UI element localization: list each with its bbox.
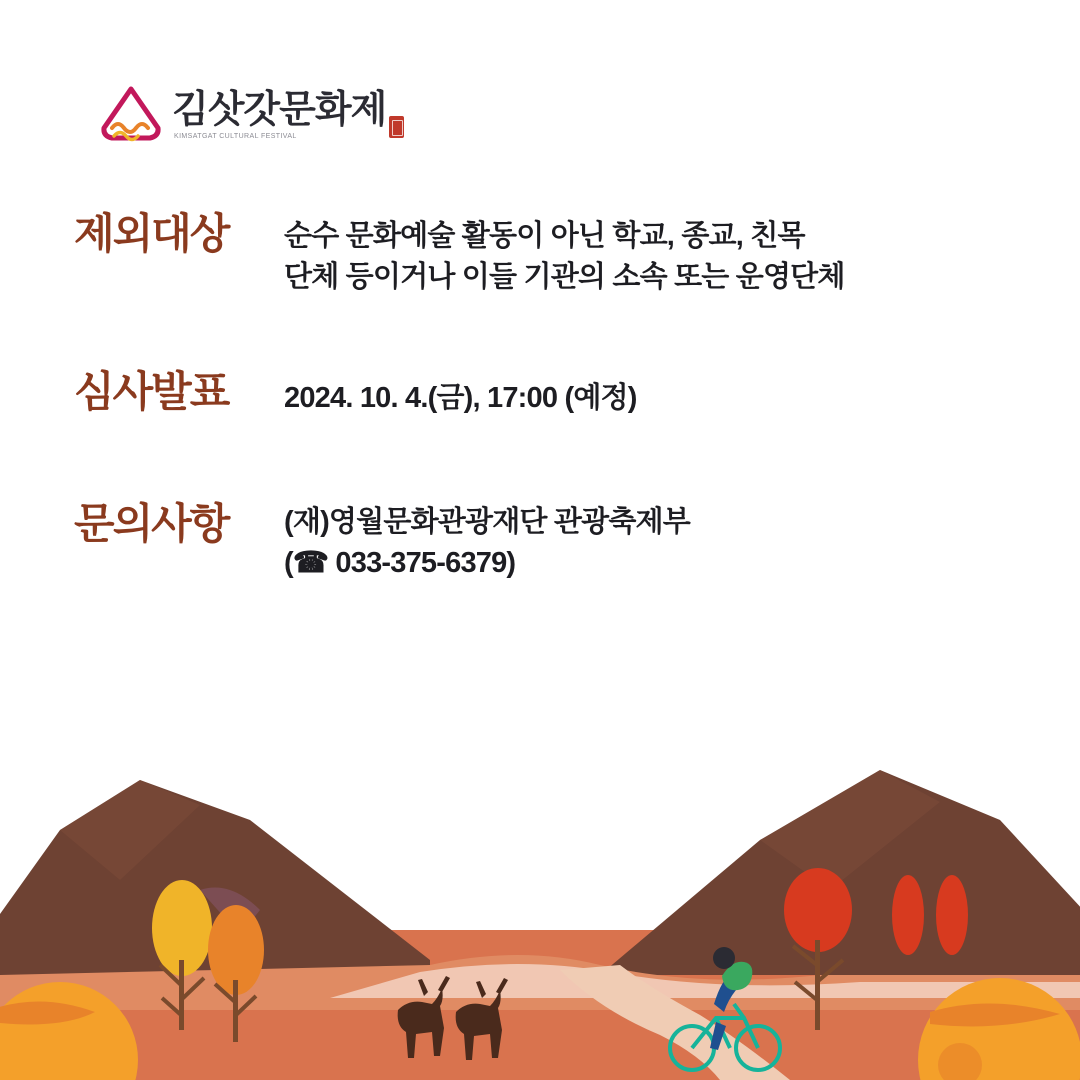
landscape-svg: [0, 760, 1080, 1080]
info-row-announce: [74, 368, 1014, 419]
info-value-exclude-line-2: 단체 등이거나 이들 기관의 소속 또는 운영단체: [284, 261, 845, 294]
info-value-exclude-line-1: 순수 문화예술 활동이 아닌 학교, 종교, 친목: [284, 220, 805, 252]
info-row-contact: [74, 500, 1014, 584]
info-value-contact-line-1: (재)영월문화관광재단 관광축제부: [284, 505, 690, 538]
info-label-contact: 문의사항: [74, 499, 229, 547]
festival-logo: [100, 86, 386, 144]
mountain-wave-icon: [100, 86, 162, 144]
info-value-announce-line-1: 2024. 10. 4.(금), 17:00 (예정): [284, 382, 637, 415]
info-label-exclude: 제외대상: [74, 210, 229, 257]
info-label-announce: 심사발표: [74, 368, 229, 416]
tree-red-slim-1: [892, 875, 924, 955]
red-seal-icon: [389, 116, 404, 138]
info-row-exclude: [74, 210, 1014, 298]
info-value-exclude: [284, 210, 1014, 298]
logo-title: 김삿갓문화제: [172, 88, 387, 131]
logo-text-block: [172, 88, 387, 140]
autumn-landscape-illustration: [0, 760, 1080, 1080]
logo-subtitle: KIMSATGAT CULTURAL FESTIVAL: [174, 132, 297, 140]
info-value-contact-line-2: (☎ 033-375-6379): [284, 546, 516, 579]
info-list: [74, 210, 1014, 584]
tree-red-slim-2: [936, 875, 968, 955]
info-value-contact: [284, 500, 1014, 584]
info-value-announce: [284, 368, 1014, 419]
